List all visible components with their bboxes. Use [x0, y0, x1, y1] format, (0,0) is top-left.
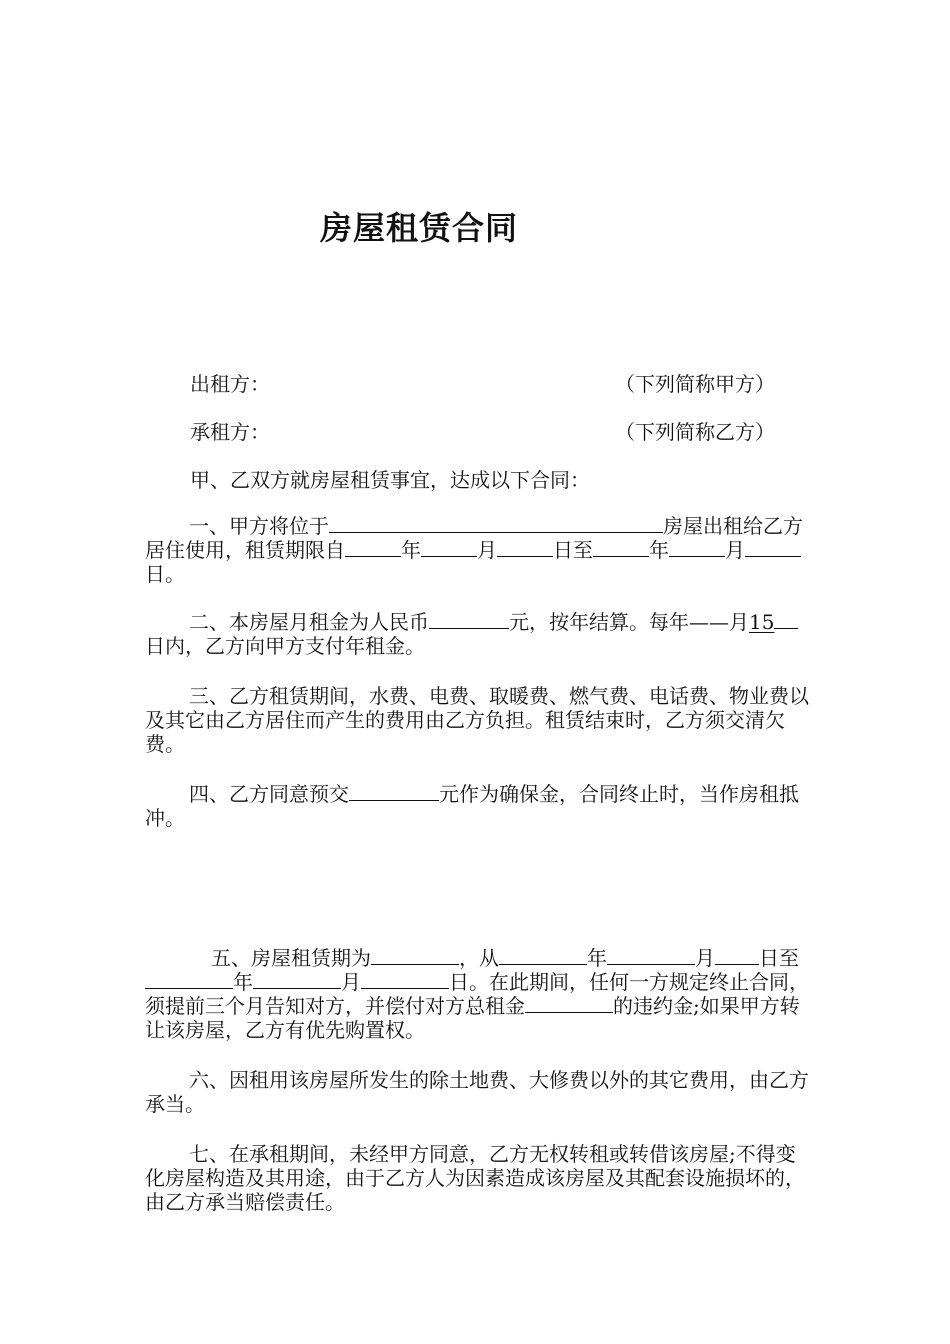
- clause-7-text: 七、在承租期间，未经甲方同意，乙方无权转租或转借该房屋;不得变化房屋构造及其用途，由于乙方人为因素造成该房屋及其配套设施损坏的，由乙方承当赔偿责任。: [145, 1142, 805, 1214]
- clause-3: [145, 684, 810, 756]
- clause-4-text-b: 元作为确保金，合同终止时，当作房租抵冲。: [145, 782, 799, 830]
- clause-5-text-a: 五、房屋租赁期为: [211, 946, 371, 970]
- deposit-blank: [349, 782, 439, 801]
- term-start-day-blank: [715, 946, 759, 965]
- clause-4: [145, 782, 810, 830]
- intro-line: 甲、乙双方就房屋租赁事宜，达成以下合同：: [190, 468, 590, 492]
- clause-1-text-f: 年: [649, 538, 669, 562]
- lessor-line: [190, 372, 775, 396]
- monthly-rent-blank: [429, 610, 509, 629]
- start-year-blank: [345, 538, 401, 557]
- term-end-year-blank: [145, 970, 233, 989]
- clause-6-text: 六、因租用该房屋所发生的除土地费、大修费以外的其它费用，由乙方承当。: [145, 1068, 809, 1116]
- start-day-blank: [497, 538, 553, 557]
- payment-day-blank: [774, 610, 798, 629]
- clause-5-text-c: 年: [587, 946, 607, 970]
- clause-6: [145, 1068, 810, 1116]
- clause-1-text-h: 日。: [145, 562, 185, 586]
- address-blank: [329, 514, 663, 533]
- clause-2: [145, 610, 810, 658]
- term-start-month-blank: [607, 946, 695, 965]
- clause-5-text-e: 日至: [759, 946, 799, 970]
- document-title: 房屋租赁合同: [320, 209, 519, 247]
- clause-1: [145, 514, 810, 586]
- clause-1-text-a: 一、甲方将位于: [189, 514, 329, 538]
- clause-2-text-b: 元，按年结算。每年——月: [509, 610, 749, 634]
- clause-2-text-a: 二、本房屋月租金为人民币: [189, 610, 429, 634]
- clause-5: [145, 946, 810, 1042]
- clause-5-text-f: 年: [233, 970, 253, 994]
- clause-5-text-g: 月: [341, 970, 361, 994]
- term-end-day-blank: [361, 970, 449, 989]
- clause-1-text-b: 房屋出租给乙方居住使用，租赁期限自: [145, 514, 803, 562]
- end-year-blank: [593, 538, 649, 557]
- clause-2-text-c: 日内，乙方向甲方支付年租金。: [145, 634, 425, 658]
- start-month-blank: [421, 538, 477, 557]
- clause-5-text-h: 日。在此期间，任何一方规定终止合同，须提前三个月告知对方，并偿付对方总租金: [145, 970, 809, 1018]
- lessor-note: （下列简称甲方）: [615, 372, 775, 396]
- term-end-month-blank: [253, 970, 341, 989]
- lessee-label: 承租方：: [190, 420, 270, 444]
- clause-1-text-g: 月: [725, 538, 745, 562]
- end-month-blank: [669, 538, 725, 557]
- clause-3-text: 三、乙方租赁期间，水费、电费、取暖费、燃气费、电话费、物业费以及其它由乙方居住而产生的费用由乙方负担。租赁结束时，乙方须交清欠费。: [145, 684, 809, 756]
- end-day-blank: [745, 538, 801, 557]
- clause-1-text-e: 日至: [553, 538, 593, 562]
- lessee-note: （下列简称乙方）: [615, 420, 775, 444]
- lessee-line: [190, 420, 775, 444]
- clause-5-text-b: ，从: [459, 946, 499, 970]
- clause-1-text-d: 月: [477, 538, 497, 562]
- clause-5-text-i: 的违约金;如果甲方转让该房屋，乙方有优先购置权。: [145, 994, 800, 1042]
- clause-5-text-d: 月: [695, 946, 715, 970]
- penalty-blank: [525, 994, 613, 1013]
- clause-1-text-c: 年: [401, 538, 421, 562]
- payment-day-value: 15: [749, 610, 775, 634]
- clause-7: [145, 1142, 810, 1214]
- lease-term-blank: [371, 946, 459, 965]
- lessor-label: 出租方：: [190, 372, 270, 396]
- term-start-year-blank: [499, 946, 587, 965]
- clause-4-text-a: 四、乙方同意预交: [189, 782, 349, 806]
